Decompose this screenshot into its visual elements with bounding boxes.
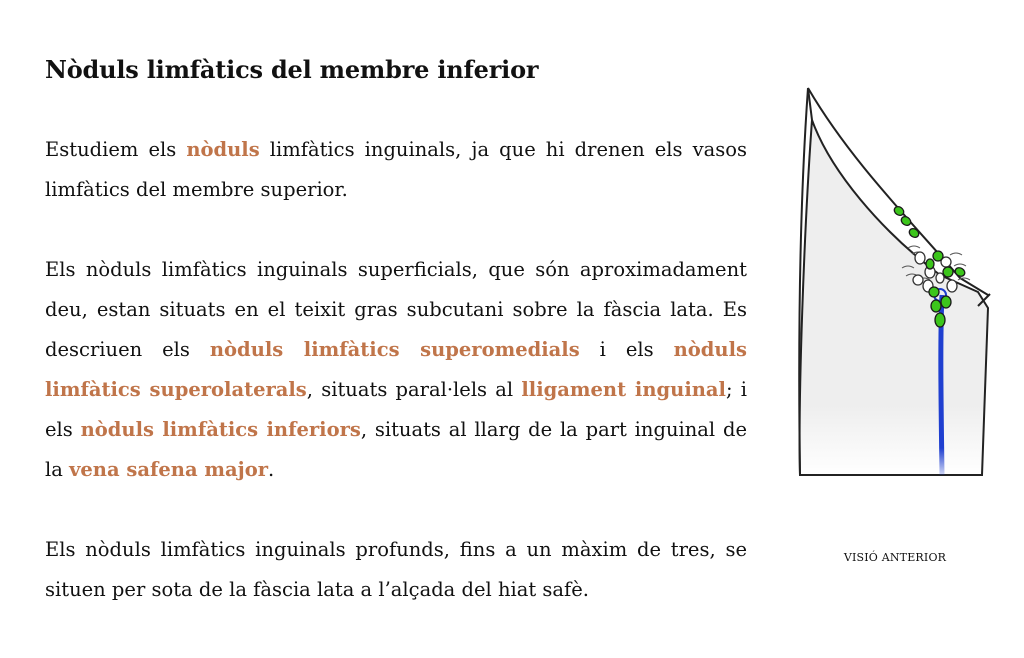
highlighted-term: lligament inguinal	[521, 378, 726, 401]
highlighted-term: nòduls limfàtics inferiors	[80, 418, 361, 441]
highlighted-term: vena safena major	[69, 458, 269, 481]
highlighted-term: nòduls limfàtics superolaterals	[45, 338, 747, 401]
body-text: .	[268, 458, 275, 481]
body-text: , situats paral·lels al	[306, 378, 522, 401]
highlighted-term: nòduls limfàtics superomedials	[209, 338, 580, 361]
body-text: ; i els	[45, 378, 747, 441]
page-title: Nòduls limfàtics del membre inferior	[45, 55, 539, 84]
paragraph-intro	[45, 130, 747, 210]
paragraph-deep-nodes	[45, 530, 747, 610]
body-text: Estudiem els	[45, 138, 187, 161]
lower-limb-illustration	[790, 80, 1010, 480]
body-text: Els nòduls limfàtics inguinals superficials, que són aproximadament deu, estan situats en el teixit gras subcutani sobre la fàscia lata. Es descriuen els	[45, 258, 747, 361]
body-text: limfàtics inguinals, ja que hi drenen els vasos limfàtics del membre superior.	[45, 138, 747, 201]
highlighted-term: nòduls	[186, 138, 260, 161]
thigh-outline	[800, 88, 988, 475]
body-text: , situats al llarg de la part inguinal de la	[45, 418, 747, 481]
paragraph-superficial-nodes	[45, 250, 747, 490]
figure-caption: VISIÓ ANTERIOR	[843, 551, 947, 564]
body-text: Els nòduls limfàtics inguinals profunds, fins a un màxim de tres, se situen per sota de la fàscia lata a l’alçada del hiat safè.	[45, 538, 747, 601]
body-text: i els	[579, 338, 674, 361]
